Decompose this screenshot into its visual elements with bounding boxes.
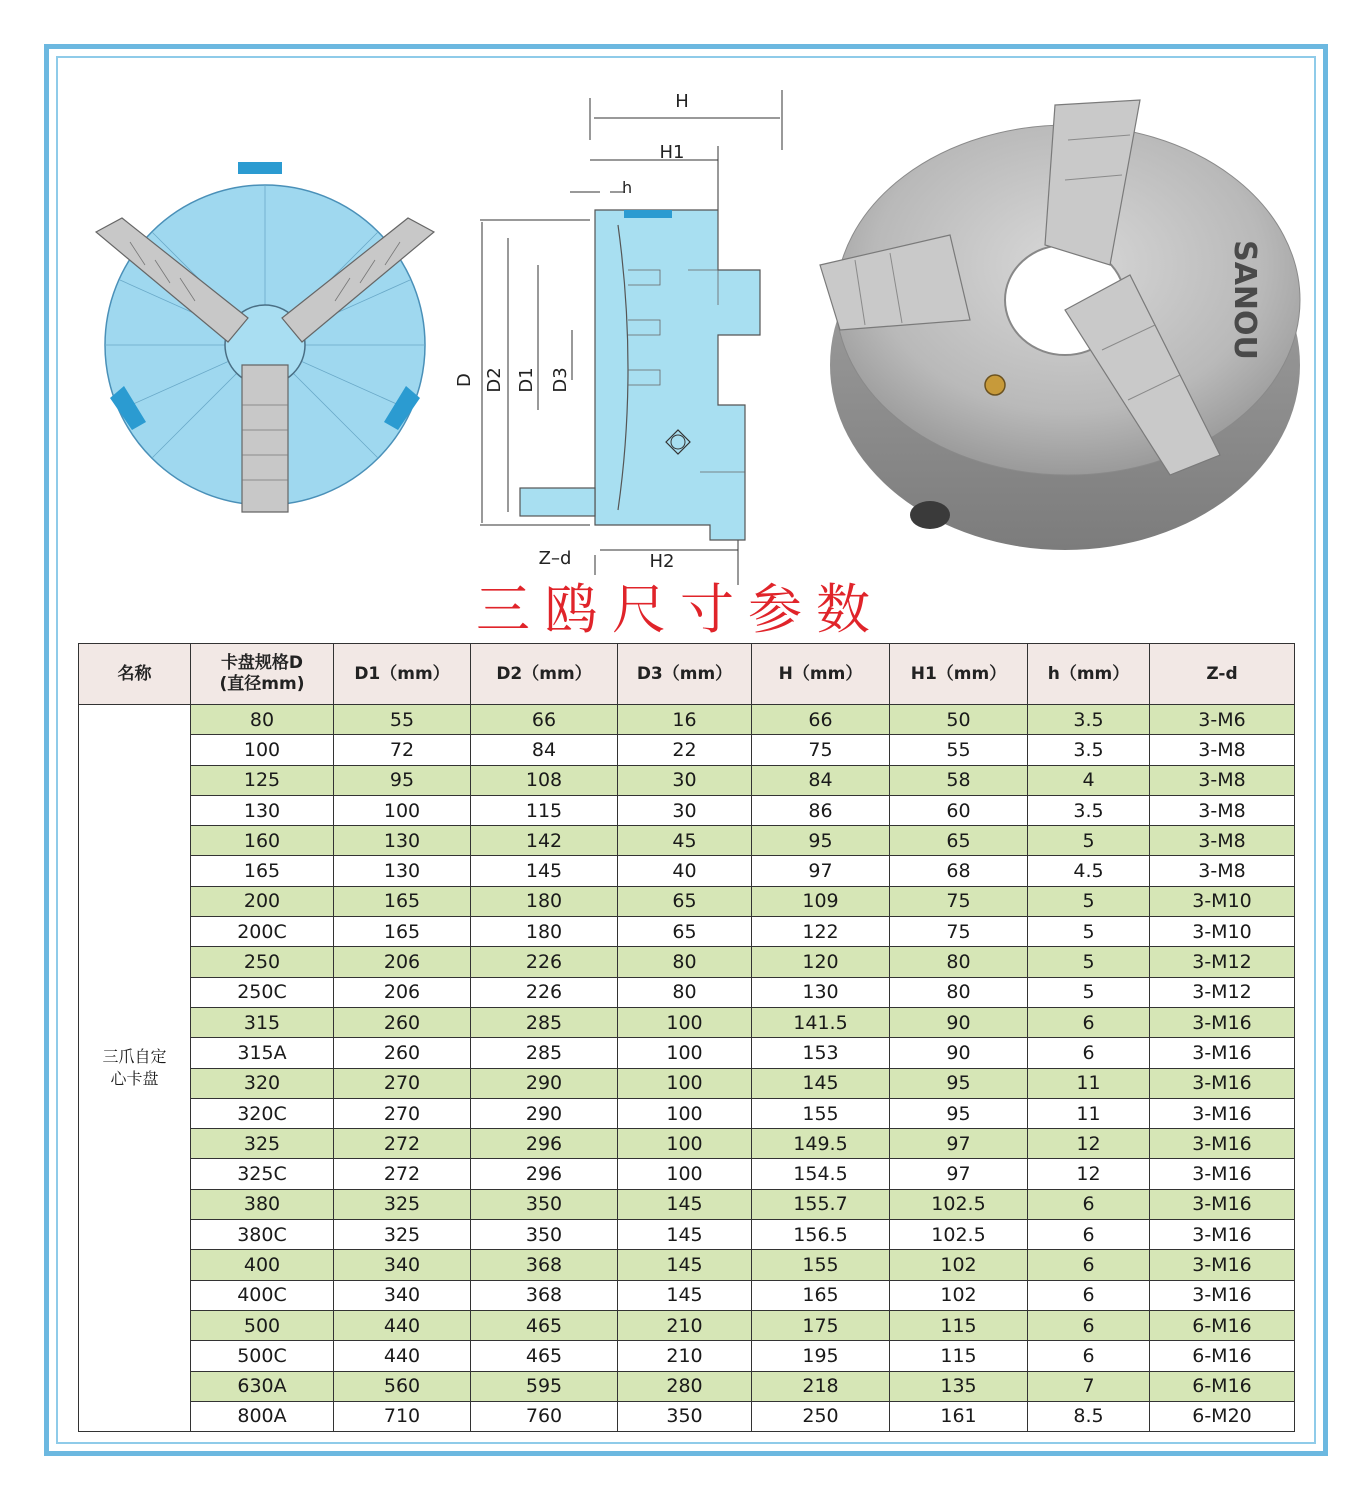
cell-h1: 95 bbox=[890, 1098, 1028, 1128]
chuck-front-view-drawing bbox=[90, 160, 440, 530]
cell-h: 195 bbox=[752, 1341, 890, 1371]
cell-d3: 100 bbox=[618, 1068, 752, 1098]
cell-d2: 595 bbox=[471, 1371, 618, 1401]
dim-label-D2: D2 bbox=[484, 367, 505, 393]
cell-zd: 3-M16 bbox=[1150, 1007, 1295, 1037]
cell-zd: 3-M6 bbox=[1150, 705, 1295, 735]
table-row bbox=[79, 886, 1295, 916]
header-name: 名称 bbox=[79, 644, 191, 705]
cell-zd: 6-M16 bbox=[1150, 1310, 1295, 1340]
cell-h1: 90 bbox=[890, 1007, 1028, 1037]
cell-d2: 115 bbox=[471, 795, 618, 825]
cell-spec-d: 160 bbox=[191, 826, 334, 856]
cell-spec-d: 130 bbox=[191, 795, 334, 825]
cell-d2: 84 bbox=[471, 735, 618, 765]
cell-d1: 270 bbox=[334, 1098, 471, 1128]
table-row bbox=[79, 1220, 1295, 1250]
cell-spec-d: 630A bbox=[191, 1371, 334, 1401]
cell-spec-d: 200 bbox=[191, 886, 334, 916]
cell-h: 141.5 bbox=[752, 1007, 890, 1037]
cell-d3: 280 bbox=[618, 1371, 752, 1401]
cell-h: 66 bbox=[752, 705, 890, 735]
cell-spec-d: 250 bbox=[191, 947, 334, 977]
cell-d1: 260 bbox=[334, 1007, 471, 1037]
cell-h: 145 bbox=[752, 1068, 890, 1098]
cell-h: 75 bbox=[752, 735, 890, 765]
cell-h: 156.5 bbox=[752, 1220, 890, 1250]
product-name-line2: 心卡盘 bbox=[110, 1069, 159, 1089]
cell-h-small: 3.5 bbox=[1028, 795, 1150, 825]
cell-zd: 3-M8 bbox=[1150, 826, 1295, 856]
cell-d1: 130 bbox=[334, 856, 471, 886]
cell-d1: 340 bbox=[334, 1250, 471, 1280]
cell-d1: 95 bbox=[334, 765, 471, 795]
cell-spec-d: 100 bbox=[191, 735, 334, 765]
cell-d1: 100 bbox=[334, 795, 471, 825]
cell-spec-d: 320 bbox=[191, 1068, 334, 1098]
header-h: H（mm） bbox=[752, 644, 890, 705]
cell-zd: 3-M12 bbox=[1150, 947, 1295, 977]
cell-h1: 60 bbox=[890, 795, 1028, 825]
cell-d3: 100 bbox=[618, 1038, 752, 1068]
cell-spec-d: 315A bbox=[191, 1038, 334, 1068]
cell-h1: 80 bbox=[890, 977, 1028, 1007]
cell-d3: 16 bbox=[618, 705, 752, 735]
cell-d1: 55 bbox=[334, 705, 471, 735]
table-row bbox=[79, 1250, 1295, 1280]
header-spec bbox=[191, 644, 334, 705]
cell-d1: 165 bbox=[334, 886, 471, 916]
cell-zd: 3-M16 bbox=[1150, 1250, 1295, 1280]
cell-d3: 45 bbox=[618, 826, 752, 856]
header-zd: Z-d bbox=[1150, 644, 1295, 705]
cell-zd: 3-M16 bbox=[1150, 1280, 1295, 1310]
dim-label-H: H bbox=[675, 91, 689, 112]
product-name-line1: 三爪自定 bbox=[102, 1047, 167, 1067]
cell-h-small: 6 bbox=[1028, 1007, 1150, 1037]
cell-d3: 145 bbox=[618, 1220, 752, 1250]
cell-h-small: 6 bbox=[1028, 1189, 1150, 1219]
cell-d3: 22 bbox=[618, 735, 752, 765]
cell-h1: 55 bbox=[890, 735, 1028, 765]
cell-spec-d: 200C bbox=[191, 917, 334, 947]
cell-d2: 285 bbox=[471, 1038, 618, 1068]
cell-h1: 115 bbox=[890, 1310, 1028, 1340]
cell-d1: 130 bbox=[334, 826, 471, 856]
cell-h1: 58 bbox=[890, 765, 1028, 795]
cell-h: 84 bbox=[752, 765, 890, 795]
cell-h-small: 6 bbox=[1028, 1310, 1150, 1340]
cell-h: 95 bbox=[752, 826, 890, 856]
dim-label-D1: D1 bbox=[516, 367, 537, 393]
cell-h: 130 bbox=[752, 977, 890, 1007]
cell-h1: 80 bbox=[890, 947, 1028, 977]
cell-zd: 3-M8 bbox=[1150, 856, 1295, 886]
cell-d2: 368 bbox=[471, 1250, 618, 1280]
cell-d1: 165 bbox=[334, 917, 471, 947]
cell-d2: 145 bbox=[471, 856, 618, 886]
cell-spec-d: 400C bbox=[191, 1280, 334, 1310]
table-row bbox=[79, 1098, 1295, 1128]
cell-d2: 465 bbox=[471, 1310, 618, 1340]
chuck-side-section-drawing bbox=[450, 80, 800, 590]
cell-h1: 68 bbox=[890, 856, 1028, 886]
dim-label-H2: H2 bbox=[649, 551, 675, 572]
cell-d2: 350 bbox=[471, 1189, 618, 1219]
table-row bbox=[79, 977, 1295, 1007]
cell-h1: 75 bbox=[890, 886, 1028, 916]
table-row bbox=[79, 1159, 1295, 1189]
cell-h: 153 bbox=[752, 1038, 890, 1068]
cell-d2: 142 bbox=[471, 826, 618, 856]
cell-d3: 100 bbox=[618, 1159, 752, 1189]
header-h-small: h（mm） bbox=[1028, 644, 1150, 705]
header-d3: D3（mm） bbox=[618, 644, 752, 705]
cell-h: 250 bbox=[752, 1401, 890, 1431]
cell-d3: 100 bbox=[618, 1007, 752, 1037]
cell-d1: 270 bbox=[334, 1068, 471, 1098]
cell-d2: 226 bbox=[471, 947, 618, 977]
cell-h1: 97 bbox=[890, 1129, 1028, 1159]
cell-d3: 40 bbox=[618, 856, 752, 886]
cell-spec-d: 320C bbox=[191, 1098, 334, 1128]
cell-d2: 290 bbox=[471, 1098, 618, 1128]
cell-d2: 368 bbox=[471, 1280, 618, 1310]
cell-spec-d: 380C bbox=[191, 1220, 334, 1250]
cell-zd: 3-M16 bbox=[1150, 1220, 1295, 1250]
header-h1: H1（mm） bbox=[890, 644, 1028, 705]
cell-zd: 3-M10 bbox=[1150, 886, 1295, 916]
cell-h: 109 bbox=[752, 886, 890, 916]
cell-h-small: 6 bbox=[1028, 1341, 1150, 1371]
cell-spec-d: 400 bbox=[191, 1250, 334, 1280]
cell-d1: 340 bbox=[334, 1280, 471, 1310]
cell-zd: 3-M16 bbox=[1150, 1129, 1295, 1159]
table-header-row bbox=[79, 644, 1295, 705]
cell-zd: 3-M8 bbox=[1150, 735, 1295, 765]
cell-h1: 135 bbox=[890, 1371, 1028, 1401]
table-row bbox=[79, 705, 1295, 735]
dim-label-D3: D3 bbox=[550, 367, 571, 393]
cell-h1: 97 bbox=[890, 1159, 1028, 1189]
dim-label-h: h bbox=[622, 178, 633, 197]
cell-d3: 65 bbox=[618, 886, 752, 916]
brand-logo-text: SANOU bbox=[1227, 240, 1262, 360]
cell-h1: 102 bbox=[890, 1280, 1028, 1310]
cell-d2: 226 bbox=[471, 977, 618, 1007]
cell-d1: 325 bbox=[334, 1189, 471, 1219]
header-spec-line2: (直径mm) bbox=[219, 674, 305, 694]
cell-h-small: 6 bbox=[1028, 1280, 1150, 1310]
cell-spec-d: 500 bbox=[191, 1310, 334, 1340]
cell-d3: 210 bbox=[618, 1341, 752, 1371]
table-row bbox=[79, 1280, 1295, 1310]
cell-h: 218 bbox=[752, 1371, 890, 1401]
spec-caption: 三鸥尺寸参数 bbox=[476, 578, 884, 641]
cell-d3: 80 bbox=[618, 947, 752, 977]
cell-h-small: 11 bbox=[1028, 1098, 1150, 1128]
cell-h: 165 bbox=[752, 1280, 890, 1310]
table-row bbox=[79, 1007, 1295, 1037]
cell-d2: 350 bbox=[471, 1220, 618, 1250]
cell-h-small: 5 bbox=[1028, 977, 1150, 1007]
cell-d2: 180 bbox=[471, 886, 618, 916]
cell-zd: 3-M16 bbox=[1150, 1159, 1295, 1189]
cell-h-small: 4 bbox=[1028, 765, 1150, 795]
cell-h-small: 12 bbox=[1028, 1159, 1150, 1189]
header-d1: D1（mm） bbox=[334, 644, 471, 705]
cell-d3: 100 bbox=[618, 1129, 752, 1159]
cell-d3: 145 bbox=[618, 1189, 752, 1219]
cell-spec-d: 80 bbox=[191, 705, 334, 735]
cell-d2: 108 bbox=[471, 765, 618, 795]
table-row bbox=[79, 826, 1295, 856]
cell-d2: 285 bbox=[471, 1007, 618, 1037]
cell-zd: 3-M16 bbox=[1150, 1038, 1295, 1068]
table-row bbox=[79, 1310, 1295, 1340]
cell-h1: 102.5 bbox=[890, 1189, 1028, 1219]
cell-spec-d: 315 bbox=[191, 1007, 334, 1037]
cell-d2: 296 bbox=[471, 1129, 618, 1159]
cell-d1: 272 bbox=[334, 1159, 471, 1189]
table-row bbox=[79, 1401, 1295, 1431]
cell-zd: 3-M10 bbox=[1150, 917, 1295, 947]
spec-table-body bbox=[79, 705, 1295, 1432]
cell-spec-d: 800A bbox=[191, 1401, 334, 1431]
cell-zd: 3-M16 bbox=[1150, 1098, 1295, 1128]
dim-label-D: D bbox=[454, 373, 475, 387]
dim-label-H1: H1 bbox=[659, 142, 685, 163]
cell-spec-d: 500C bbox=[191, 1341, 334, 1371]
cell-d2: 290 bbox=[471, 1068, 618, 1098]
cell-spec-d: 380 bbox=[191, 1189, 334, 1219]
cell-h1: 95 bbox=[890, 1068, 1028, 1098]
cell-h: 155 bbox=[752, 1250, 890, 1280]
cell-d3: 100 bbox=[618, 1098, 752, 1128]
cell-h-small: 4.5 bbox=[1028, 856, 1150, 886]
cell-d1: 560 bbox=[334, 1371, 471, 1401]
cell-h: 154.5 bbox=[752, 1159, 890, 1189]
cell-zd: 3-M16 bbox=[1150, 1189, 1295, 1219]
cell-h: 97 bbox=[752, 856, 890, 886]
product-name-cell bbox=[79, 705, 191, 1432]
cell-d2: 465 bbox=[471, 1341, 618, 1371]
cell-zd: 3-M12 bbox=[1150, 977, 1295, 1007]
table-row bbox=[79, 1371, 1295, 1401]
cell-h-small: 11 bbox=[1028, 1068, 1150, 1098]
cell-h-small: 6 bbox=[1028, 1220, 1150, 1250]
cell-h-small: 3.5 bbox=[1028, 705, 1150, 735]
cell-h-small: 6 bbox=[1028, 1250, 1150, 1280]
header-spec-line1: 卡盘规格D bbox=[220, 653, 304, 673]
cell-d1: 325 bbox=[334, 1220, 471, 1250]
cell-d3: 30 bbox=[618, 795, 752, 825]
cell-h-small: 7 bbox=[1028, 1371, 1150, 1401]
table-row bbox=[79, 765, 1295, 795]
cell-d3: 350 bbox=[618, 1401, 752, 1431]
cell-d3: 80 bbox=[618, 977, 752, 1007]
cell-zd: 6-M20 bbox=[1150, 1401, 1295, 1431]
cell-h: 155.7 bbox=[752, 1189, 890, 1219]
cell-zd: 3-M8 bbox=[1150, 795, 1295, 825]
cell-h-small: 3.5 bbox=[1028, 735, 1150, 765]
cell-d1: 272 bbox=[334, 1129, 471, 1159]
cell-d1: 710 bbox=[334, 1401, 471, 1431]
cell-zd: 3-M16 bbox=[1150, 1068, 1295, 1098]
table-row bbox=[79, 735, 1295, 765]
cell-zd: 3-M8 bbox=[1150, 765, 1295, 795]
cell-spec-d: 325 bbox=[191, 1129, 334, 1159]
table-row bbox=[79, 1341, 1295, 1371]
cell-h-small: 5 bbox=[1028, 917, 1150, 947]
cell-zd: 6-M16 bbox=[1150, 1371, 1295, 1401]
cell-h-small: 5 bbox=[1028, 826, 1150, 856]
table-row bbox=[79, 917, 1295, 947]
cell-spec-d: 325C bbox=[191, 1159, 334, 1189]
spec-table bbox=[78, 643, 1295, 1432]
cell-h: 120 bbox=[752, 947, 890, 977]
cell-spec-d: 125 bbox=[191, 765, 334, 795]
cell-h-small: 12 bbox=[1028, 1129, 1150, 1159]
cell-d3: 30 bbox=[618, 765, 752, 795]
cell-d2: 180 bbox=[471, 917, 618, 947]
cell-h1: 65 bbox=[890, 826, 1028, 856]
cell-h-small: 5 bbox=[1028, 947, 1150, 977]
cell-d2: 760 bbox=[471, 1401, 618, 1431]
cell-h: 122 bbox=[752, 917, 890, 947]
table-row bbox=[79, 947, 1295, 977]
cell-h1: 115 bbox=[890, 1341, 1028, 1371]
cell-d3: 210 bbox=[618, 1310, 752, 1340]
header-d2: D2（mm） bbox=[471, 644, 618, 705]
cell-h: 175 bbox=[752, 1310, 890, 1340]
cell-h-small: 5 bbox=[1028, 886, 1150, 916]
cell-d1: 440 bbox=[334, 1310, 471, 1340]
cell-d1: 206 bbox=[334, 977, 471, 1007]
cell-h-small: 8.5 bbox=[1028, 1401, 1150, 1431]
table-row bbox=[79, 1038, 1295, 1068]
chuck-product-photo bbox=[810, 95, 1310, 565]
cell-d1: 260 bbox=[334, 1038, 471, 1068]
cell-h1: 50 bbox=[890, 705, 1028, 735]
cell-h1: 102 bbox=[890, 1250, 1028, 1280]
cell-h1: 75 bbox=[890, 917, 1028, 947]
cell-d1: 440 bbox=[334, 1341, 471, 1371]
cell-d2: 66 bbox=[471, 705, 618, 735]
cell-spec-d: 165 bbox=[191, 856, 334, 886]
cell-h1: 102.5 bbox=[890, 1220, 1028, 1250]
cell-h: 155 bbox=[752, 1098, 890, 1128]
cell-d3: 145 bbox=[618, 1280, 752, 1310]
cell-d1: 72 bbox=[334, 735, 471, 765]
cell-h1: 161 bbox=[890, 1401, 1028, 1431]
cell-spec-d: 250C bbox=[191, 977, 334, 1007]
cell-h: 86 bbox=[752, 795, 890, 825]
cell-zd: 6-M16 bbox=[1150, 1341, 1295, 1371]
cell-h-small: 6 bbox=[1028, 1038, 1150, 1068]
table-row bbox=[79, 856, 1295, 886]
table-row bbox=[79, 1189, 1295, 1219]
cell-h1: 90 bbox=[890, 1038, 1028, 1068]
cell-d3: 65 bbox=[618, 917, 752, 947]
table-row bbox=[79, 1129, 1295, 1159]
cell-d3: 145 bbox=[618, 1250, 752, 1280]
cell-d2: 296 bbox=[471, 1159, 618, 1189]
cell-d1: 206 bbox=[334, 947, 471, 977]
table-row bbox=[79, 1068, 1295, 1098]
dim-label-Zd: Z–d bbox=[538, 548, 572, 569]
table-row bbox=[79, 795, 1295, 825]
cell-h: 149.5 bbox=[752, 1129, 890, 1159]
